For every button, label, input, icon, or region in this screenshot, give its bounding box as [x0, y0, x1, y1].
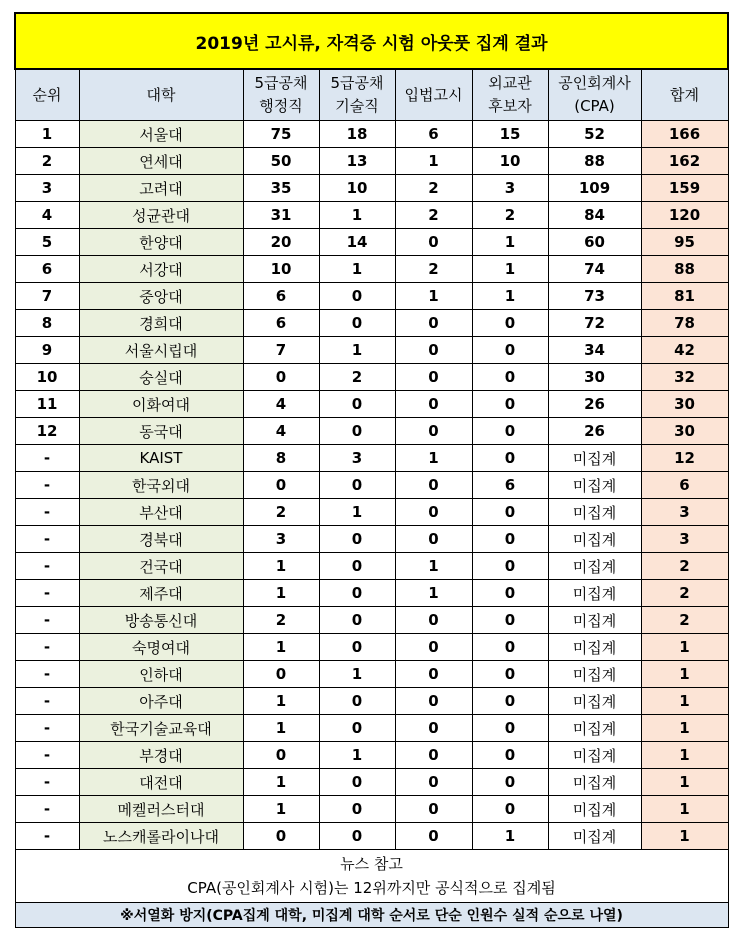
diplomat-count-cell: 6 [472, 472, 548, 499]
diplomat-count-cell: 0 [472, 553, 548, 580]
university-cell: KAIST [79, 445, 243, 472]
tech-count-cell: 0 [319, 715, 395, 742]
university-cell: 중앙대 [79, 283, 243, 310]
university-cell: 서울시립대 [79, 337, 243, 364]
total-cell: 81 [641, 283, 728, 310]
diplomat-count-cell: 0 [472, 688, 548, 715]
tech-count-cell: 0 [319, 310, 395, 337]
tech-count-cell: 0 [319, 526, 395, 553]
rank-cell: - [15, 661, 79, 688]
tech-count-cell: 0 [319, 607, 395, 634]
tech-count-cell: 0 [319, 553, 395, 580]
table-row [15, 526, 728, 553]
total-cell: 120 [641, 202, 728, 229]
university-cell: 이화여대 [79, 391, 243, 418]
table-row [15, 283, 728, 310]
legislative-count-cell: 2 [395, 256, 472, 283]
rank-cell: 11 [15, 391, 79, 418]
cpa-count-cell: 미집계 [548, 661, 641, 688]
rank-cell: - [15, 769, 79, 796]
table-row [15, 607, 728, 634]
diplomat-count-cell: 0 [472, 796, 548, 823]
total-cell: 1 [641, 769, 728, 796]
table-row [15, 229, 728, 256]
diplomat-count-cell: 0 [472, 607, 548, 634]
results-table [14, 12, 729, 928]
admin-count-cell: 1 [243, 688, 319, 715]
table-row [15, 202, 728, 229]
header-5th-grade-admin-line2: 행정직 [259, 97, 303, 115]
tech-count-cell: 0 [319, 634, 395, 661]
admin-count-cell: 6 [243, 310, 319, 337]
header-5th-grade-tech-line1: 5급공채 [330, 74, 384, 92]
total-cell: 1 [641, 796, 728, 823]
legislative-count-cell: 2 [395, 175, 472, 202]
cpa-count-cell: 52 [548, 121, 641, 148]
table-row [15, 256, 728, 283]
rank-cell: 10 [15, 364, 79, 391]
tech-count-cell: 13 [319, 148, 395, 175]
university-cell: 한양대 [79, 229, 243, 256]
header-cpa [548, 69, 641, 121]
cpa-count-cell: 30 [548, 364, 641, 391]
table-row [15, 580, 728, 607]
diplomat-count-cell: 0 [472, 742, 548, 769]
admin-count-cell: 4 [243, 418, 319, 445]
admin-count-cell: 0 [243, 742, 319, 769]
admin-count-cell: 1 [243, 553, 319, 580]
tech-count-cell: 10 [319, 175, 395, 202]
legislative-count-cell: 0 [395, 607, 472, 634]
tech-count-cell: 14 [319, 229, 395, 256]
admin-count-cell: 1 [243, 634, 319, 661]
tech-count-cell: 3 [319, 445, 395, 472]
table-row [15, 391, 728, 418]
table-row [15, 688, 728, 715]
tech-count-cell: 0 [319, 823, 395, 850]
tech-count-cell: 0 [319, 472, 395, 499]
admin-count-cell: 2 [243, 499, 319, 526]
total-cell: 30 [641, 418, 728, 445]
legislative-count-cell: 0 [395, 526, 472, 553]
legislative-count-cell: 1 [395, 283, 472, 310]
cpa-count-cell: 73 [548, 283, 641, 310]
rank-cell: 8 [15, 310, 79, 337]
table-row [15, 418, 728, 445]
total-cell: 32 [641, 364, 728, 391]
admin-count-cell: 4 [243, 391, 319, 418]
rank-cell: - [15, 499, 79, 526]
admin-count-cell: 0 [243, 364, 319, 391]
total-cell: 95 [641, 229, 728, 256]
legislative-count-cell: 0 [395, 472, 472, 499]
university-cell: 숙명여대 [79, 634, 243, 661]
total-cell: 1 [641, 688, 728, 715]
university-cell: 방송통신대 [79, 607, 243, 634]
legislative-count-cell: 0 [395, 661, 472, 688]
legislative-count-cell: 0 [395, 796, 472, 823]
university-cell: 한국기술교육대 [79, 715, 243, 742]
tech-count-cell: 1 [319, 337, 395, 364]
university-cell: 제주대 [79, 580, 243, 607]
diplomat-count-cell: 0 [472, 310, 548, 337]
header-rank: 순위 [15, 69, 79, 121]
table-row [15, 769, 728, 796]
cpa-count-cell: 74 [548, 256, 641, 283]
total-cell: 159 [641, 175, 728, 202]
diplomat-count-cell: 0 [472, 445, 548, 472]
university-cell: 메켈러스터대 [79, 796, 243, 823]
university-cell: 대전대 [79, 769, 243, 796]
header-legislative-exam: 입법고시 [395, 69, 472, 121]
legislative-count-cell: 0 [395, 499, 472, 526]
total-cell: 2 [641, 607, 728, 634]
admin-count-cell: 2 [243, 607, 319, 634]
rank-cell: - [15, 607, 79, 634]
cpa-count-cell: 109 [548, 175, 641, 202]
tech-count-cell: 0 [319, 688, 395, 715]
rank-cell: - [15, 715, 79, 742]
total-cell: 2 [641, 580, 728, 607]
cpa-count-cell: 88 [548, 148, 641, 175]
legislative-count-cell: 0 [395, 310, 472, 337]
diplomat-count-cell: 0 [472, 364, 548, 391]
diplomat-count-cell: 15 [472, 121, 548, 148]
diplomat-count-cell: 10 [472, 148, 548, 175]
rank-cell: - [15, 823, 79, 850]
rank-cell: 5 [15, 229, 79, 256]
admin-count-cell: 1 [243, 796, 319, 823]
university-cell: 고려대 [79, 175, 243, 202]
cpa-count-cell: 미집계 [548, 607, 641, 634]
total-cell: 3 [641, 499, 728, 526]
cpa-count-cell: 26 [548, 391, 641, 418]
table-row [15, 715, 728, 742]
header-5th-grade-admin-line1: 5급공채 [254, 74, 308, 92]
table-row [15, 553, 728, 580]
diplomat-count-cell: 2 [472, 202, 548, 229]
rank-cell: 3 [15, 175, 79, 202]
cpa-count-cell: 미집계 [548, 769, 641, 796]
table-row [15, 796, 728, 823]
legislative-count-cell: 0 [395, 823, 472, 850]
diplomat-count-cell: 0 [472, 715, 548, 742]
cpa-count-cell: 미집계 [548, 580, 641, 607]
rank-cell: - [15, 580, 79, 607]
cpa-count-cell: 미집계 [548, 796, 641, 823]
admin-count-cell: 1 [243, 580, 319, 607]
cpa-count-cell: 72 [548, 310, 641, 337]
cpa-count-cell: 미집계 [548, 526, 641, 553]
diplomat-count-cell: 0 [472, 634, 548, 661]
rank-cell: - [15, 526, 79, 553]
diplomat-count-cell: 0 [472, 418, 548, 445]
cpa-count-cell: 미집계 [548, 445, 641, 472]
total-cell: 78 [641, 310, 728, 337]
rank-cell: - [15, 472, 79, 499]
legislative-count-cell: 1 [395, 148, 472, 175]
diplomat-count-cell: 1 [472, 823, 548, 850]
rank-cell: 9 [15, 337, 79, 364]
table-row [15, 742, 728, 769]
university-cell: 연세대 [79, 148, 243, 175]
admin-count-cell: 10 [243, 256, 319, 283]
legislative-count-cell: 0 [395, 742, 472, 769]
cpa-count-cell: 미집계 [548, 715, 641, 742]
cpa-count-cell: 미집계 [548, 823, 641, 850]
legislative-count-cell: 1 [395, 580, 472, 607]
admin-count-cell: 0 [243, 823, 319, 850]
header-diplomat-line1: 외교관 [488, 74, 532, 92]
header-row [15, 69, 728, 121]
university-cell: 서울대 [79, 121, 243, 148]
diplomat-count-cell: 1 [472, 229, 548, 256]
header-university: 대학 [79, 69, 243, 121]
tech-count-cell: 2 [319, 364, 395, 391]
header-cpa-line1: 공인회계사 [558, 74, 631, 92]
total-cell: 2 [641, 553, 728, 580]
admin-count-cell: 0 [243, 661, 319, 688]
header-diplomat [472, 69, 548, 121]
legislative-count-cell: 0 [395, 391, 472, 418]
tech-count-cell: 0 [319, 283, 395, 310]
tech-count-cell: 1 [319, 742, 395, 769]
diplomat-count-cell: 0 [472, 391, 548, 418]
cpa-count-cell: 34 [548, 337, 641, 364]
rank-cell: - [15, 634, 79, 661]
admin-count-cell: 3 [243, 526, 319, 553]
rank-cell: 2 [15, 148, 79, 175]
page-title: 2019년 고시류, 자격증 시험 아웃풋 집계 결과 [15, 13, 728, 69]
total-cell: 162 [641, 148, 728, 175]
legislative-count-cell: 0 [395, 715, 472, 742]
admin-count-cell: 75 [243, 121, 319, 148]
header-5th-grade-tech-line2: 기술직 [335, 97, 379, 115]
total-cell: 12 [641, 445, 728, 472]
diplomat-count-cell: 3 [472, 175, 548, 202]
university-cell: 한국외대 [79, 472, 243, 499]
legislative-count-cell: 1 [395, 445, 472, 472]
university-cell: 인하대 [79, 661, 243, 688]
diplomat-count-cell: 0 [472, 526, 548, 553]
university-cell: 부산대 [79, 499, 243, 526]
diplomat-count-cell: 0 [472, 499, 548, 526]
header-5th-grade-tech [319, 69, 395, 121]
total-cell: 1 [641, 661, 728, 688]
legislative-count-cell: 0 [395, 634, 472, 661]
table-row [15, 121, 728, 148]
header-total: 합계 [641, 69, 728, 121]
diplomat-count-cell: 0 [472, 769, 548, 796]
table-row [15, 310, 728, 337]
admin-count-cell: 8 [243, 445, 319, 472]
diplomat-count-cell: 1 [472, 283, 548, 310]
total-cell: 1 [641, 742, 728, 769]
tech-count-cell: 1 [319, 256, 395, 283]
university-cell: 노스캐롤라이나대 [79, 823, 243, 850]
admin-count-cell: 7 [243, 337, 319, 364]
tech-count-cell: 0 [319, 391, 395, 418]
total-cell: 30 [641, 391, 728, 418]
table-row [15, 634, 728, 661]
legislative-count-cell: 0 [395, 418, 472, 445]
header-cpa-line2: (CPA) [574, 97, 615, 115]
cpa-count-cell: 미집계 [548, 742, 641, 769]
notes-box [15, 850, 728, 903]
total-cell: 1 [641, 823, 728, 850]
tech-count-cell: 0 [319, 769, 395, 796]
admin-count-cell: 1 [243, 769, 319, 796]
legislative-count-cell: 0 [395, 229, 472, 256]
cpa-count-cell: 미집계 [548, 499, 641, 526]
legislative-count-cell: 6 [395, 121, 472, 148]
total-cell: 6 [641, 472, 728, 499]
header-5th-grade-admin [243, 69, 319, 121]
rank-cell: - [15, 688, 79, 715]
header-diplomat-line2: 후보자 [488, 97, 532, 115]
tech-count-cell: 18 [319, 121, 395, 148]
total-cell: 1 [641, 634, 728, 661]
legislative-count-cell: 2 [395, 202, 472, 229]
note-cpa: CPA(공인회계사 시험)는 12위까지만 공식적으로 집계됨 [187, 879, 556, 897]
total-cell: 166 [641, 121, 728, 148]
tech-count-cell: 1 [319, 499, 395, 526]
university-cell: 성균관대 [79, 202, 243, 229]
note-source: 뉴스 참고 [340, 855, 403, 873]
admin-count-cell: 6 [243, 283, 319, 310]
admin-count-cell: 0 [243, 472, 319, 499]
total-cell: 42 [641, 337, 728, 364]
table-row [15, 823, 728, 850]
rank-cell: 4 [15, 202, 79, 229]
legislative-count-cell: 0 [395, 337, 472, 364]
diplomat-count-cell: 0 [472, 661, 548, 688]
rank-cell: - [15, 553, 79, 580]
admin-count-cell: 1 [243, 715, 319, 742]
university-cell: 숭실대 [79, 364, 243, 391]
rank-cell: - [15, 445, 79, 472]
table-row [15, 499, 728, 526]
diplomat-count-cell: 0 [472, 580, 548, 607]
university-cell: 서강대 [79, 256, 243, 283]
tech-count-cell: 0 [319, 796, 395, 823]
table-row [15, 661, 728, 688]
total-cell: 88 [641, 256, 728, 283]
total-cell: 1 [641, 715, 728, 742]
admin-count-cell: 50 [243, 148, 319, 175]
tech-count-cell: 0 [319, 418, 395, 445]
rank-cell: 6 [15, 256, 79, 283]
university-cell: 동국대 [79, 418, 243, 445]
cpa-count-cell: 미집계 [548, 634, 641, 661]
legislative-count-cell: 0 [395, 688, 472, 715]
university-cell: 부경대 [79, 742, 243, 769]
cpa-count-cell: 26 [548, 418, 641, 445]
legislative-count-cell: 0 [395, 769, 472, 796]
table-row [15, 337, 728, 364]
cpa-count-cell: 미집계 [548, 688, 641, 715]
table-row [15, 175, 728, 202]
rank-cell: - [15, 742, 79, 769]
note-ranking-disclaimer: ※서열화 방지(CPA집계 대학, 미집계 대학 순서로 단순 인원수 실적 순으로 나열) [15, 903, 728, 928]
table-row [15, 364, 728, 391]
rank-cell: 12 [15, 418, 79, 445]
cpa-count-cell: 84 [548, 202, 641, 229]
cpa-count-cell: 미집계 [548, 472, 641, 499]
university-cell: 경북대 [79, 526, 243, 553]
tech-count-cell: 0 [319, 580, 395, 607]
rank-cell: - [15, 796, 79, 823]
rank-cell: 1 [15, 121, 79, 148]
diplomat-count-cell: 0 [472, 337, 548, 364]
cpa-count-cell: 미집계 [548, 553, 641, 580]
diplomat-count-cell: 1 [472, 256, 548, 283]
rank-cell: 7 [15, 283, 79, 310]
legislative-count-cell: 1 [395, 553, 472, 580]
table-row [15, 472, 728, 499]
tech-count-cell: 1 [319, 202, 395, 229]
university-cell: 아주대 [79, 688, 243, 715]
table-row [15, 445, 728, 472]
admin-count-cell: 20 [243, 229, 319, 256]
total-cell: 3 [641, 526, 728, 553]
cpa-count-cell: 60 [548, 229, 641, 256]
table-row [15, 148, 728, 175]
university-cell: 경희대 [79, 310, 243, 337]
tech-count-cell: 1 [319, 661, 395, 688]
university-cell: 건국대 [79, 553, 243, 580]
admin-count-cell: 35 [243, 175, 319, 202]
legislative-count-cell: 0 [395, 364, 472, 391]
admin-count-cell: 31 [243, 202, 319, 229]
